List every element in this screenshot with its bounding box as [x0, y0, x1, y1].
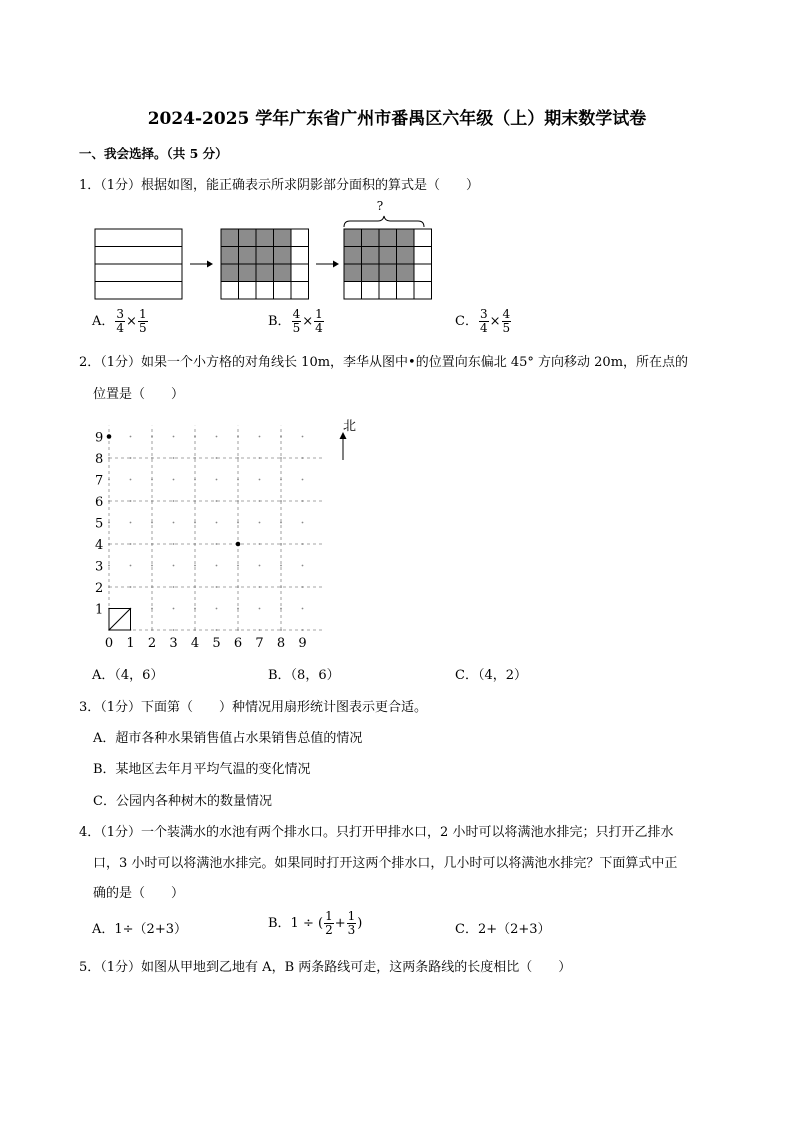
q1-option-b[interactable]: B． $\frac{4}{5}$ × $\frac{1}{4}$	[268, 307, 323, 335]
question-3-stem: 3．（1分）下面第（ ）种情况用扇形统计图表示更合适。	[79, 700, 428, 715]
grid-point	[151, 500, 153, 502]
grid-point	[259, 543, 261, 545]
shaded-cell	[397, 247, 415, 265]
grid-point	[173, 457, 175, 459]
q2-option-a[interactable]: A．（4，6）	[92, 668, 164, 683]
grid-point	[151, 565, 153, 567]
start-point-marker	[236, 542, 241, 547]
grid-point	[108, 543, 110, 545]
grid-point	[280, 565, 282, 567]
grid-point	[280, 586, 282, 588]
grid-point	[173, 629, 175, 631]
q1-option-c[interactable]: C． $\frac{3}{4}$ × $\frac{4}{5}$	[455, 307, 511, 335]
grid-point	[280, 436, 282, 438]
grid-point	[280, 543, 282, 545]
grid-point	[151, 608, 153, 610]
shaded-cell	[362, 264, 380, 282]
shaded-cell	[256, 264, 274, 282]
grid-point	[280, 629, 282, 631]
grid-point	[280, 479, 282, 481]
grid-cell	[397, 282, 415, 300]
shaded-cell	[256, 247, 274, 265]
grid-point	[194, 522, 196, 524]
grid-point	[259, 629, 261, 631]
grid-point	[173, 608, 175, 610]
grid-point	[302, 457, 304, 459]
figure-grid-shaded-2	[344, 229, 432, 299]
question-2-grid-figure	[88, 410, 368, 655]
shaded-cell	[239, 247, 257, 265]
grid-point	[216, 457, 218, 459]
grid-point	[259, 586, 261, 588]
grid-point	[194, 436, 196, 438]
grid-point	[151, 479, 153, 481]
question-4-line-3: 确的是（ ）	[93, 886, 185, 901]
grid-cell	[379, 282, 397, 300]
shaded-cell	[221, 229, 239, 247]
grid-point	[237, 436, 239, 438]
shaded-cell	[239, 264, 257, 282]
shaded-cell	[379, 229, 397, 247]
figure-rect-quarters	[95, 229, 182, 299]
grid-cell	[414, 264, 432, 282]
grid-cell	[291, 229, 309, 247]
figure-grid-shaded-1	[221, 229, 309, 299]
grid-point	[237, 500, 239, 502]
x-axis-label: 9	[298, 636, 307, 651]
grid-point	[130, 436, 132, 438]
grid-point	[237, 565, 239, 567]
grid-point	[130, 586, 132, 588]
question-1-stem: 1．（1分）根据如图，能正确表示所求阴影部分面积的算式是（ ）	[79, 178, 480, 193]
grid-cell	[291, 264, 309, 282]
grid-point	[302, 565, 304, 567]
grid-point	[194, 500, 196, 502]
grid-point	[259, 522, 261, 524]
y-axis-label: 5	[95, 516, 104, 532]
grid-point	[130, 543, 132, 545]
grid-point	[216, 565, 218, 567]
shaded-cell	[379, 247, 397, 265]
y-axis-label: 6	[95, 495, 104, 510]
shaded-cell	[362, 247, 380, 265]
grid-point	[108, 522, 110, 524]
shaded-cell	[362, 229, 380, 247]
grid-point	[259, 457, 261, 459]
grid-point	[302, 479, 304, 481]
y-axis-label: 7	[95, 473, 104, 489]
grid-point	[194, 586, 196, 588]
question-mark-label: ?	[376, 199, 384, 213]
shaded-cell	[221, 264, 239, 282]
grid-point	[237, 479, 239, 481]
grid-point	[130, 565, 132, 567]
grid-point	[237, 608, 239, 610]
grid-point	[302, 608, 304, 610]
grid-point	[259, 479, 261, 481]
grid-point	[216, 586, 218, 588]
x-axis-label: 2	[147, 636, 157, 651]
shaded-cell	[397, 229, 415, 247]
grid-point	[194, 608, 196, 610]
grid-point	[302, 629, 304, 631]
y-axis-label: 1	[95, 602, 104, 618]
q2-option-b[interactable]: B．（8，6）	[268, 668, 340, 683]
grid-point	[173, 543, 175, 545]
grid-point	[280, 608, 282, 610]
question-4-line-2: 口，3 小时可以将满池水排完。如果同时打开这两个排水口，几小时可以将满池水排完？下面算式中正	[93, 856, 678, 871]
grid-point	[173, 565, 175, 567]
x-axis-label: 7	[255, 636, 264, 651]
shaded-cell	[221, 247, 239, 265]
grid-point	[259, 436, 261, 438]
grid-point	[173, 586, 175, 588]
grid-point	[259, 500, 261, 502]
y-axis-label: 4	[95, 538, 104, 553]
shaded-cell	[274, 264, 292, 282]
q2-option-c[interactable]: C．（4，2）	[455, 668, 527, 683]
grid-point	[280, 500, 282, 502]
q1-option-a[interactable]: A． $\frac{3}{4}$ × $\frac{1}{5}$	[92, 307, 147, 335]
grid-point	[237, 522, 239, 524]
y-axis-label: 3	[95, 559, 104, 575]
question-2-stem: 2．（1分）如果一个小方格的对角线长 10m，李华从图中•的位置向东偏北 45° 方向移动 20m，所在点的	[79, 355, 689, 370]
grid-point	[151, 522, 153, 524]
q3-option-c[interactable]: C．公园内各种树木的数量情况	[93, 794, 272, 809]
grid-point	[216, 543, 218, 545]
grid-point	[259, 608, 261, 610]
grid-point	[194, 457, 196, 459]
grid-cell	[362, 282, 380, 300]
north-arrow-icon	[340, 432, 347, 460]
grid-point	[173, 479, 175, 481]
question-2-stem-line2: 位置是（ ）	[93, 387, 185, 402]
brace	[344, 216, 424, 227]
grid-point	[173, 500, 175, 502]
shaded-cell	[344, 247, 362, 265]
grid-point	[280, 457, 282, 459]
y-axis-label: 8	[95, 452, 104, 467]
question-1-figure	[90, 196, 450, 304]
grid-point	[173, 522, 175, 524]
grid-point	[194, 629, 196, 631]
grid-point	[216, 608, 218, 610]
grid-point	[302, 500, 304, 502]
grid-point	[237, 586, 239, 588]
grid-point	[108, 500, 110, 502]
grid-point	[237, 629, 239, 631]
grid-cell	[414, 247, 432, 265]
grid-cell	[239, 282, 257, 300]
arrow-1	[190, 261, 213, 268]
y-axis-label: 9	[95, 430, 104, 446]
x-axis-label: 4	[190, 636, 200, 651]
grid-point	[302, 436, 304, 438]
grid-point	[302, 543, 304, 545]
grid-point	[108, 457, 110, 459]
grid-point	[151, 436, 153, 438]
q4-option-b[interactable]: B．1 ÷ ( $\frac{1}{2}$ + $\frac{1}{3}$ )	[268, 909, 363, 937]
x-axis-label: 5	[212, 636, 221, 651]
q3-option-a[interactable]: A．超市各种水果销售值占水果销售总值的情况	[93, 731, 363, 746]
grid-point	[194, 565, 196, 567]
shaded-cell	[397, 264, 415, 282]
corner-point-marker	[107, 434, 112, 439]
question-4-line-1: 4．（1分）一个装满水的水池有两个排水口。只打开甲排水口，2 小时可以将满池水排完；只打开乙排水	[79, 825, 674, 840]
grid-cell	[221, 282, 239, 300]
grid-point	[259, 565, 261, 567]
x-axis-label: 3	[169, 636, 178, 651]
grid-point	[130, 479, 132, 481]
shaded-cell	[379, 264, 397, 282]
grid-cell	[414, 282, 432, 300]
grid-point	[108, 479, 110, 481]
shaded-cell	[344, 264, 362, 282]
shaded-cell	[256, 229, 274, 247]
q3-option-b[interactable]: B．某地区去年月平均气温的变化情况	[93, 762, 311, 777]
grid-point	[108, 586, 110, 588]
shaded-cell	[239, 229, 257, 247]
grid-cell	[344, 282, 362, 300]
north-label: 北	[343, 419, 357, 434]
grid-point	[237, 457, 239, 459]
q4-option-c[interactable]: C．2+（2+3）	[455, 922, 551, 937]
shaded-cell	[274, 229, 292, 247]
grid-point	[130, 522, 132, 524]
shaded-cell	[274, 247, 292, 265]
grid-point	[194, 543, 196, 545]
x-axis-label: 6	[233, 636, 243, 651]
grid-cell	[414, 229, 432, 247]
shaded-cell	[344, 229, 362, 247]
grid-point	[151, 457, 153, 459]
grid-point	[216, 522, 218, 524]
grid-point	[302, 522, 304, 524]
question-5-stem: 5．（1分）如图从甲地到乙地有 A，B 两条路线可走，这两条路线的长度相比（ ）	[79, 960, 572, 975]
exam-title: 2024-2025 学年广东省广州市番禺区六年级（上）期末数学试卷	[147, 109, 647, 129]
grid-point	[108, 565, 110, 567]
grid-cell	[274, 282, 292, 300]
grid-point	[216, 629, 218, 631]
grid-point	[130, 500, 132, 502]
x-axis-label: 8	[276, 636, 286, 651]
grid-point	[302, 586, 304, 588]
grid-cell	[256, 282, 274, 300]
q4-option-a[interactable]: A．1÷（2+3）	[92, 922, 187, 937]
grid-point	[216, 436, 218, 438]
grid-point	[151, 629, 153, 631]
section-heading: 一、我会选择。（共 5 分）	[79, 146, 228, 161]
arrow-2	[316, 261, 339, 268]
x-axis-label: 0	[104, 636, 114, 651]
grid-point	[280, 522, 282, 524]
grid-cell	[291, 247, 309, 265]
grid-point	[151, 543, 153, 545]
grid-point	[216, 479, 218, 481]
grid-point	[130, 457, 132, 459]
y-axis-label: 2	[95, 581, 104, 596]
x-axis-label: 1	[126, 636, 135, 651]
grid-cell	[291, 282, 309, 300]
grid-point	[151, 586, 153, 588]
grid-point	[194, 479, 196, 481]
unit-square-diagonal	[109, 609, 131, 631]
grid-point	[173, 436, 175, 438]
grid-point	[216, 500, 218, 502]
